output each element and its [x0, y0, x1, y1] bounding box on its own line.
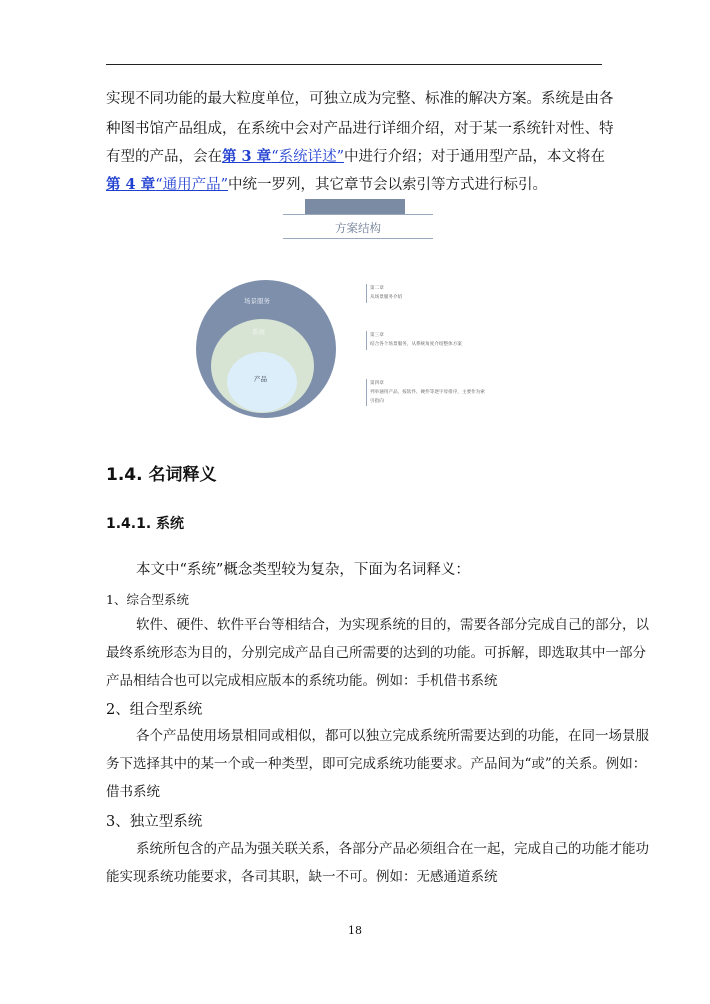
- diagram-title-line-top: [283, 214, 433, 215]
- item-2-title: 2、组合型系统: [106, 702, 203, 718]
- legend-chapter-4: [370, 379, 485, 406]
- intro-line-4-post: 中统一罗列，其它章节会以索引等方式进行标引。: [228, 177, 548, 193]
- item-3-line-1: 系统所包含的产品为强关联关系，各部分产品必须组合在一起，完成自己的功能才能功: [136, 841, 649, 857]
- chapter-3-link[interactable]: [222, 149, 344, 165]
- item-2-line-1: 各个产品使用场景相同或相似，都可以独立完成系统所需要达到的功能，在同一场景服: [136, 728, 649, 744]
- diagram-title-line-bottom: [283, 238, 433, 239]
- section-heading-1-4: 1.4. 名词释义: [106, 465, 217, 485]
- diagram-header-bar: [305, 199, 405, 215]
- page-number: 18: [348, 924, 362, 937]
- chapter-3-link-text: “系统详述”: [271, 149, 345, 165]
- legend-chapter-4-text: 列举通用产品，按软件、硬件等逐字母排序，主要作为索: [370, 390, 485, 395]
- intro-line-3-post: 中进行介绍；对于通用型产品，本文将在: [344, 149, 606, 165]
- header-rule: [106, 64, 602, 65]
- legend-chapter-3-heading: 第三章: [370, 333, 384, 338]
- chapter-4-link-text: “通用产品”: [155, 177, 229, 193]
- item-1-line-3: 产品相结合也可以完成相应版本的系统功能。例如：手机借书系统: [106, 673, 498, 689]
- legend-chapter-3-text: 结合各个场景服务，从系统角度介绍整体方案: [370, 342, 462, 347]
- legend-chapter-2: [370, 284, 402, 303]
- intro-line-1: 实现不同功能的最大粒度单位，可独立成为完整、标准的解决方案。系统是由各: [106, 91, 614, 107]
- subsection-heading-1-4-1: 1.4.1. 系统: [106, 516, 185, 532]
- item-1-line-2: 最终系统形态为目的，分别完成产品自己所需要的达到的功能。可拆解，即选取其中一部分: [106, 645, 646, 661]
- legend-chapter-4-text-2: 引指向: [370, 399, 384, 404]
- intro-line-4: [106, 171, 606, 199]
- intro-line-3-pre: 有型的产品，会在: [106, 149, 222, 165]
- chapter-3-link-num: 第 3 章: [222, 148, 272, 165]
- item-1-line-1: 软件、硬件、软件平台等相结合，为实现系统的目的，需要各部分完成自己的部分，以: [136, 617, 649, 633]
- chapter-4-link-num: 第 4 章: [106, 176, 156, 193]
- item-1-title: 1、综合型系统: [106, 592, 189, 607]
- diagram-title: 方案结构: [335, 221, 381, 235]
- lead-paragraph: 本文中“系统”概念类型较为复杂，下面为名词释义：: [136, 562, 470, 578]
- chapter-4-link[interactable]: [106, 177, 228, 193]
- item-3-title: 3、独立型系统: [106, 814, 203, 830]
- intro-line-3: [106, 143, 606, 171]
- product-label: 产品: [254, 375, 267, 383]
- legend-chapter-3: [370, 331, 462, 350]
- intro-line-2: 种图书馆产品组成，在系统中会对产品进行详细介绍，对于某一系统针对性、特: [106, 121, 614, 137]
- item-3-line-2: 能实现系统功能要求，各司其职，缺一不可。例如：无感通道系统: [106, 869, 498, 885]
- item-2-line-3: 借书系统: [106, 784, 160, 800]
- legend-chapter-2-text: 从场景服务介绍: [370, 295, 403, 300]
- scene-service-label: 场景服务: [244, 297, 270, 305]
- item-2-line-2: 务下选择其中的某一个或一种类型，即可完成系统功能要求。产品间为“或”的关系。例如：: [106, 756, 647, 772]
- legend-chapter-4-heading: 第四章: [370, 381, 384, 386]
- system-label: 系统: [252, 328, 265, 336]
- legend-chapter-2-heading: 第二章: [370, 286, 384, 291]
